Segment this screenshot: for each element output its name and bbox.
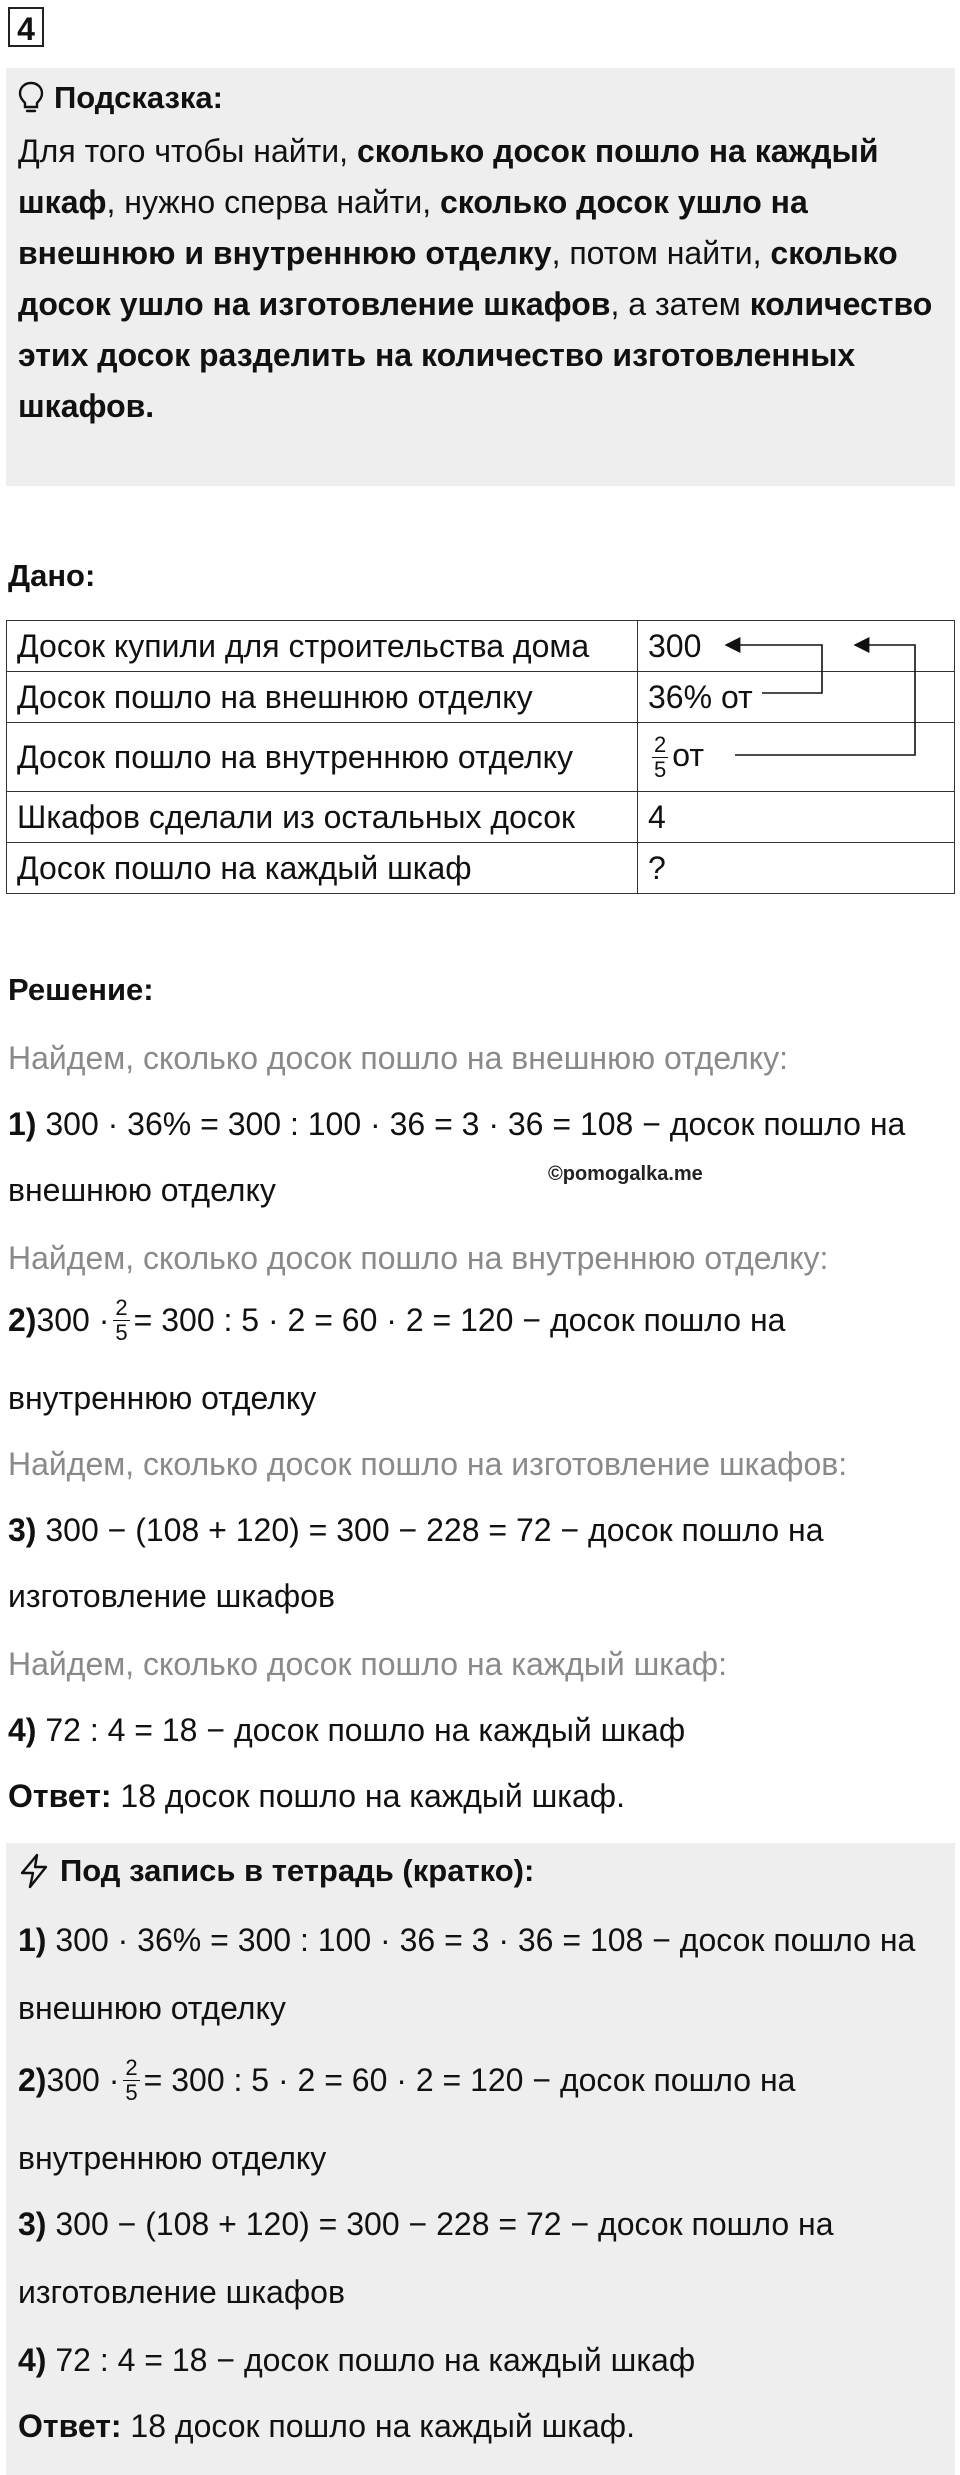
step-2-cont: внутреннюю отделку <box>8 1380 317 1416</box>
arrow-line <box>726 645 822 693</box>
hint-header <box>18 80 223 116</box>
given-value: 4 <box>638 792 955 843</box>
given-value: 36% от <box>638 672 955 723</box>
step-3-cont: изготовление шкафов <box>8 1578 335 1614</box>
short-step-3: 3) 300 − (108 + 120) = 300 − 228 = 72 − досок пошло на <box>18 2206 834 2242</box>
step-4: 4) 72 : 4 = 18 − досок пошло на каждый шкаф <box>8 1712 686 1748</box>
step-1: 1) 300 · 36% = 300 : 100 · 36 = 3 · 36 = 108 − досок пошло на <box>8 1106 906 1142</box>
short-answer: Ответ: 18 досок пошло на каждый шкаф. <box>18 2408 636 2444</box>
watermark: ©pomogalka.me <box>548 1163 703 1185</box>
step-heading: Найдем, сколько досок пошло на каждый шкаф: <box>8 1646 727 1682</box>
short-step-1-cont: внешнюю отделку <box>18 1990 286 2026</box>
step-heading: Найдем, сколько досок пошло на внешнюю отделку: <box>8 1040 788 1076</box>
table-row <box>7 792 955 843</box>
given-label: Досок купили для строительства дома <box>7 621 638 672</box>
given-title: Дано: <box>8 558 96 593</box>
fraction: $\frac{2}{5}$ <box>115 1295 128 1345</box>
short-step-1: 1) 300 · 36% = 300 : 100 · 36 = 3 · 36 = 108 − досок пошло на <box>18 1922 916 1958</box>
fraction: $\frac{2}{5}$ <box>654 731 667 782</box>
step-3: 3) 300 − (108 + 120) = 300 − 228 = 72 − досок пошло на <box>8 1512 824 1548</box>
short-step-2-cont: внутреннюю отделку <box>18 2140 327 2176</box>
table-row <box>7 843 955 894</box>
short-step-2: 2) 300 · $\frac{2}{5}$ = 300 : 5 · 2 = 60 · 2 = 120 − досок пошло на <box>18 2055 796 2105</box>
lightbulb-icon <box>18 81 44 115</box>
given-label: Досок пошло на внутреннюю отделку <box>7 723 638 792</box>
lightning-icon <box>18 1853 50 1889</box>
given-label: Досок пошло на внешнюю отделку <box>7 672 638 723</box>
short-record-header <box>18 1853 534 1889</box>
hint-text: Для того чтобы найти, сколько досок пошло на каждый шкаф, нужно сперва найти, сколько досок ушло на внешнюю и внутреннюю отделку, потом найти, сколько досок ушло на изготовление шкафов, а затем количество этих досок разделить на количество изготовленных шкафов. <box>18 133 933 424</box>
step-2: 2) 300 · $\frac{2}{5}$ = 300 : 5 · 2 = 60 · 2 = 120 − досок пошло на <box>8 1295 786 1345</box>
given-value: ? <box>638 843 955 894</box>
solution-title: Решение: <box>8 972 154 1007</box>
short-step-4: 4) 72 : 4 = 18 − досок пошло на каждый шкаф <box>18 2342 696 2378</box>
given-value: $\frac{2}{5}$ от <box>638 723 955 792</box>
fraction: $\frac{2}{5}$ <box>125 2055 138 2105</box>
given-label: Шкафов сделали из остальных досок <box>7 792 638 843</box>
step-heading: Найдем, сколько досок пошло на изготовление шкафов: <box>8 1446 848 1482</box>
hint-title: Подсказка: <box>54 80 223 115</box>
given-value: 300 <box>638 621 955 672</box>
task-number: 4 <box>8 7 44 47</box>
answer: Ответ: 18 досок пошло на каждый шкаф. <box>8 1778 626 1814</box>
reference-arrows <box>700 625 960 765</box>
arrow-line <box>735 645 915 755</box>
short-record-title: Под запись в тетрадь (кратко): <box>60 1853 535 1888</box>
short-step-3-cont: изготовление шкафов <box>18 2274 345 2310</box>
given-label: Досок пошло на каждый шкаф <box>7 843 638 894</box>
step-1-cont: внешнюю отделку <box>8 1172 276 1208</box>
step-heading: Найдем, сколько досок пошло на внутреннюю отделку: <box>8 1240 829 1276</box>
